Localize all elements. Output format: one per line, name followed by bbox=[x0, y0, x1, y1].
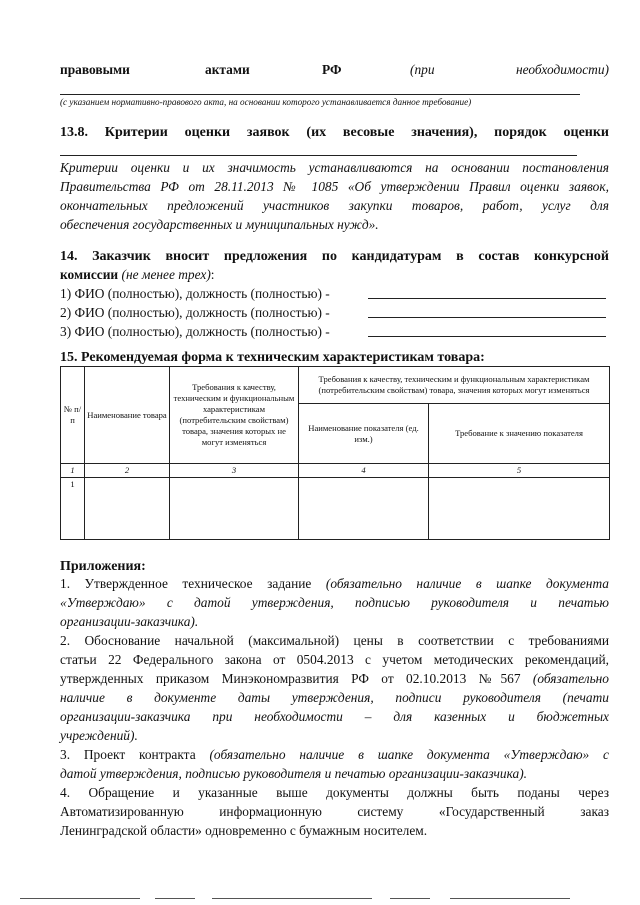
candidate-blank bbox=[368, 298, 606, 299]
appendix-line: 4. Обращение и указанные выше документы должны быть поданы через bbox=[60, 785, 609, 800]
column-number: 5 bbox=[429, 464, 610, 478]
header-indicator: Наименование показателя (ед. изм.) bbox=[299, 404, 429, 464]
spec-table bbox=[60, 366, 610, 540]
section-13-8-line: Критерии оценки и их значимость устанавливаются на основании постановления bbox=[60, 160, 609, 175]
caption-note: (с указанием нормативно-правового акта, на основании которого устанавливается данное требование) bbox=[60, 97, 472, 107]
row-1-cell bbox=[170, 478, 299, 540]
appendix-line: статьи 22 Федерального закона от 0504.2013 с учетом методических рекомендаций, bbox=[60, 652, 609, 667]
column-number: 4 bbox=[299, 464, 429, 478]
appendix-line: 1. Утвержденное техническое задание (обязательно наличие в шапке документа bbox=[60, 576, 609, 591]
section-15-heading: 15. Рекомендуемая форма к техническим характеристикам товара: bbox=[60, 350, 485, 365]
row-1-cell bbox=[429, 478, 610, 540]
appendix-line: «Утверждаю» с датой утверждения, подписью руководителя и печатью bbox=[60, 595, 609, 610]
top-row-word: актами bbox=[205, 62, 250, 77]
section-14-heading-line2 bbox=[60, 265, 609, 285]
row-1-cell bbox=[299, 478, 429, 540]
top-row-word: правовыми bbox=[60, 62, 130, 77]
row-1-no: 1 bbox=[61, 478, 85, 540]
top-row-word: необходимости) bbox=[515, 62, 609, 77]
row-1-cell bbox=[85, 478, 170, 540]
appendix-line: Ленинградской области» одновременно с бумажным носителем. bbox=[60, 823, 428, 838]
appendix-heading: Приложения: bbox=[60, 559, 146, 574]
section-14-heading: 14. Заказчик вносит предложения по кандидатурам в состав конкурсной bbox=[60, 249, 609, 264]
scan-artifact bbox=[20, 898, 140, 899]
header-no: № п/п bbox=[61, 367, 85, 464]
appendix-line: организации-заказчика при необходимости – для казенных и бюджетных bbox=[60, 709, 609, 724]
header-fixed-requirements: Требования к качеству, техническим и функциональным характеристикам (потребительским свойствам) товара, значения которых не могут изменяться bbox=[170, 367, 299, 464]
header-variable-requirements: Требования к качеству, техническим и функциональным характеристикам (потребительским свойствам) товара, значения которых могут изменяться bbox=[299, 367, 610, 404]
section-13-8-line: обеспечения государственных и муниципальных нужд». bbox=[60, 217, 379, 232]
top-row-word: РФ bbox=[322, 62, 342, 77]
underline-rule bbox=[60, 94, 580, 95]
appendix-line: наличие в документе даты утверждения, подписи руководителя (печати bbox=[60, 690, 609, 705]
section-14-italic-note: (не менее трех) bbox=[121, 267, 211, 282]
appendix-line: организации-заказчика). bbox=[60, 614, 199, 629]
candidate-line: 3) ФИО (полностью), должность (полностью) - bbox=[60, 324, 330, 339]
appendix-line: учреждений). bbox=[60, 728, 138, 743]
candidate-line: 1) ФИО (полностью), должность (полностью) - bbox=[60, 286, 330, 301]
header-name: Наименование товара bbox=[85, 367, 170, 464]
scan-artifact bbox=[390, 898, 430, 899]
scan-artifact bbox=[450, 898, 570, 899]
section-14-colon: : bbox=[210, 267, 215, 282]
underline-rule bbox=[60, 155, 577, 156]
column-number: 3 bbox=[170, 464, 299, 478]
appendix-line: 3. Проект контракта (обязательно наличие в шапке документа «Утверждаю» с bbox=[60, 747, 609, 762]
appendix-line: Автоматизированную информационную систему «Государственный заказ bbox=[60, 804, 609, 819]
section-13-8-heading: 13.8. Критерии оценки заявок (их весовые значения), порядок оценки bbox=[60, 125, 609, 140]
section-13-8-line: Правительства РФ от 28.11.2013 № 1085 «Об утверждении Правил оценки заявок, bbox=[60, 179, 609, 194]
candidate-blank bbox=[368, 317, 606, 318]
candidate-line: 2) ФИО (полностью), должность (полностью) - bbox=[60, 305, 330, 320]
top-row-word: (при bbox=[410, 62, 435, 77]
appendix-line: утвержденных приказом Минэкономразвития РФ от 02.10.2013 №567 (обязательно bbox=[60, 671, 609, 686]
section-14-bold-word: комиссии bbox=[60, 267, 119, 282]
appendix-line: 2. Обоснование начальной (максимальной) цены в соответствии с требованиями bbox=[60, 633, 609, 648]
candidate-blank bbox=[368, 336, 606, 337]
column-number: 1 bbox=[61, 464, 85, 478]
appendix-line: датой утверждения, подписью руководителя и печатью организации-заказчика). bbox=[60, 766, 527, 781]
scan-artifact bbox=[155, 898, 195, 899]
section-13-8-line: окончательных предложений участников закупки товаров, работ, услуг для bbox=[60, 198, 609, 213]
header-value: Требование к значению показателя bbox=[429, 404, 610, 464]
column-number: 2 bbox=[85, 464, 170, 478]
scan-artifact bbox=[212, 898, 372, 899]
top-row bbox=[60, 62, 609, 80]
